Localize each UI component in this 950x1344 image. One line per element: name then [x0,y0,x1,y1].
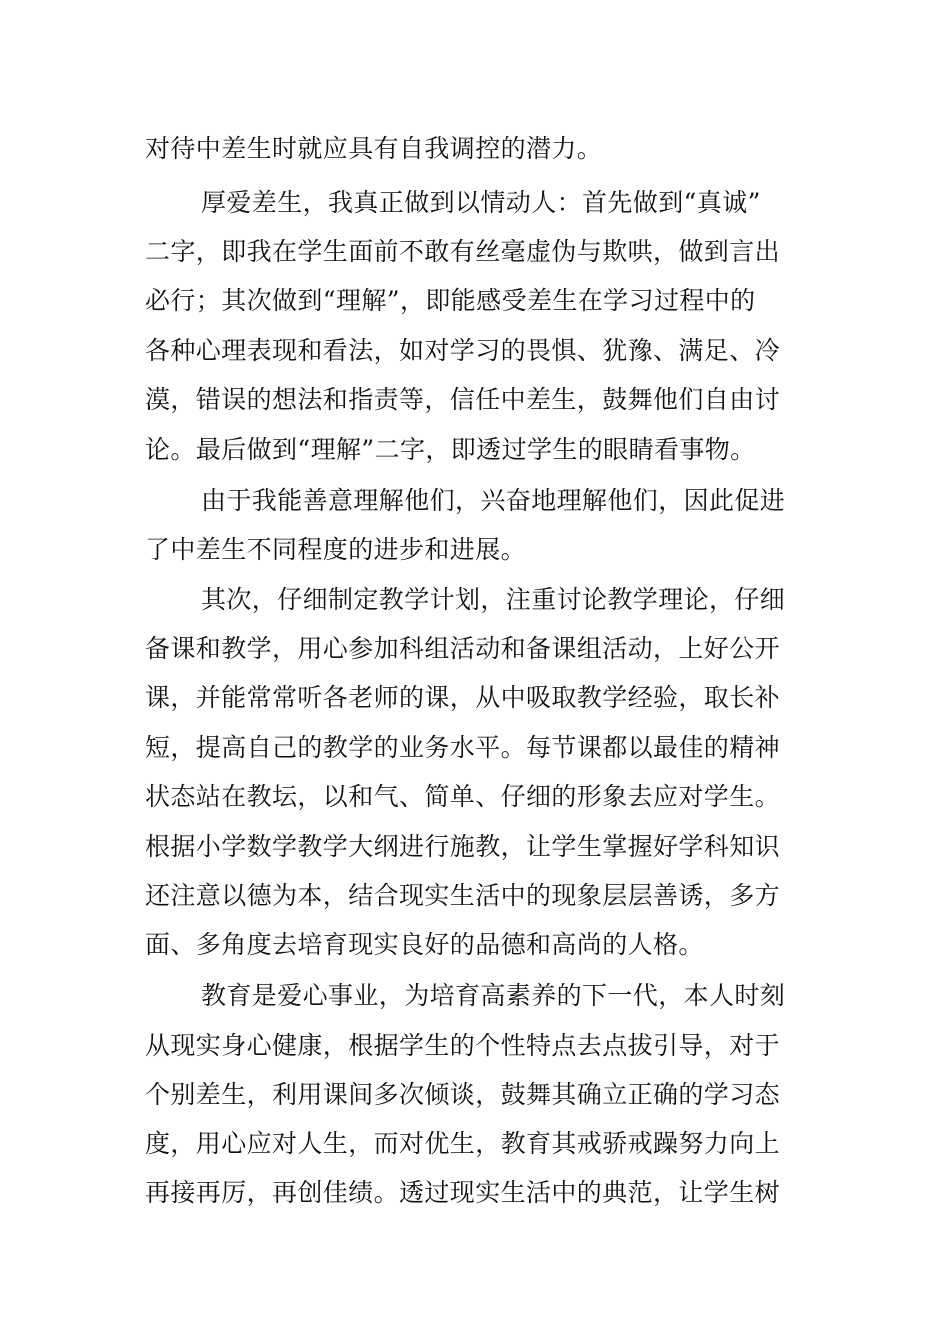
text-line: 由于我能善意理解他们，兴奋地理解他们，因此促进 [201,486,786,515]
text-line: 二字，即我在学生面前不敢有丝毫虚伪与欺哄，做到言出 [145,237,781,266]
text-line: 短，提高自己的教学的业务水平。每节课都以最佳的精神 [145,733,781,762]
text-line: 了中差生不同程度的进步和进展。 [145,535,527,564]
text-line: 备课和教学，用心参加科组活动和备课组活动，上好公开 [145,634,781,663]
text-line: 漠，错误的想法和指责等，信任中差生，鼓舞他们自由讨 [145,385,781,414]
text-line: 论。最后做到“理解”二字，即透过学生的眼睛看事物。 [145,435,756,464]
text-line: 其次，仔细制定教学计划，注重讨论教学理论，仔细 [201,585,786,614]
text-line: 对待中差生时就应具有自我调控的潜力。 [145,134,603,163]
text-line: 各种心理表现和看法，如对学习的畏惧、犹豫、满足、冷 [145,336,781,365]
text-line: 教育是爱心事业，为培育高素养的下一代，本人时刻 [201,981,786,1010]
text-line: 状态站在教坛，以和气、简单、仔细的形象去应对学生。 [145,782,781,811]
text-line: 厚爱差生，我真正做到以情动人：首先做到“真诚” [201,188,761,217]
text-line: 面、多角度去培育现实良好的品德和高尚的人格。 [145,930,704,959]
text-line: 度，用心应对人生，而对优生，教育其戒骄戒躁努力向上 [145,1129,781,1158]
text-line: 必行；其次做到“理解”，即能感受差生在学习过程中的 [145,286,756,315]
text-line: 再接再厉，再创佳绩。透过现实生活中的典范，让学生树 [145,1178,781,1207]
text-line: 课，并能常常听各老师的课，从中吸取教学经验，取长补 [145,683,781,712]
text-line: 还注意以德为本，结合现实生活中的现象层层善诱，多方 [145,881,781,910]
text-line: 从现实身心健康，根据学生的个性特点去点拔引导，对于 [145,1031,781,1060]
text-line: 根据小学数学教学大纲进行施教，让学生掌握好学科知识 [145,832,781,861]
text-line: 个别差生，利用课间多次倾谈，鼓舞其确立正确的学习态 [145,1080,781,1109]
